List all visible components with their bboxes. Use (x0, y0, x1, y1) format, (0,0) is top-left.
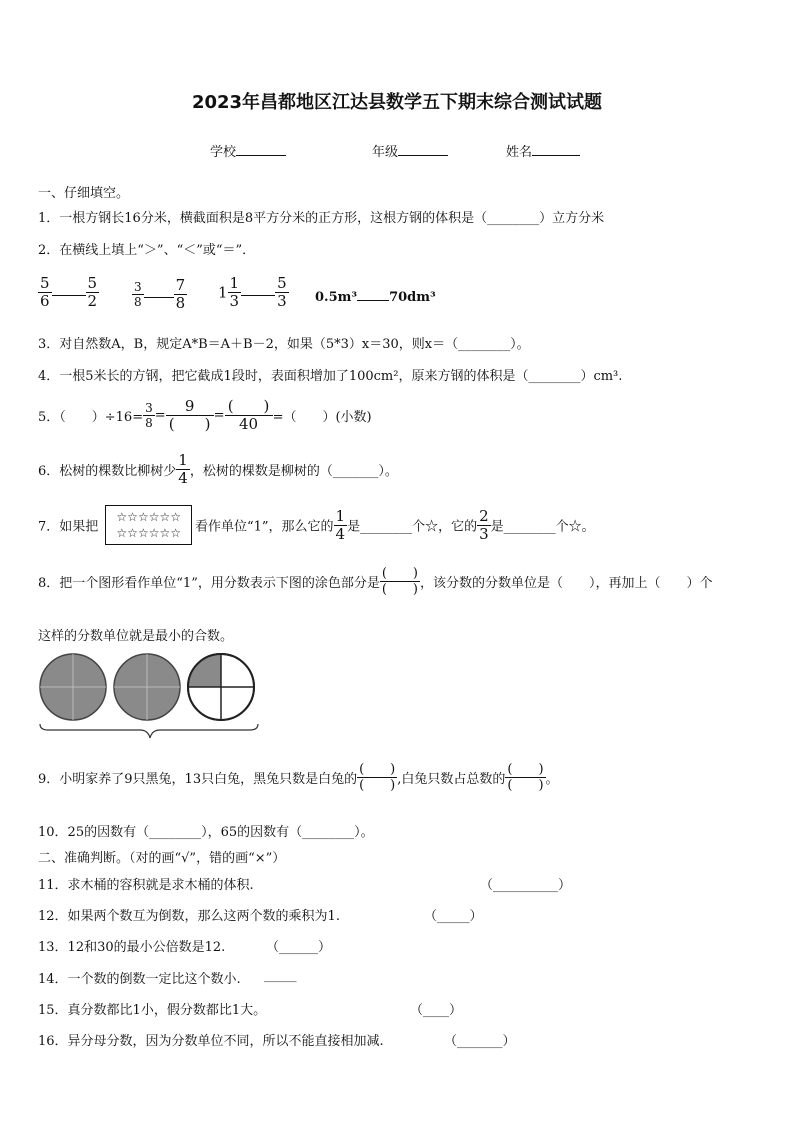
fraction: $\frac{( )}{( )}$ (359, 762, 396, 793)
compare-blank[interactable] (144, 284, 174, 298)
circles-diagram (36, 652, 266, 747)
fraction: $\frac{5}{2}$ (87, 274, 98, 310)
name-field (506, 141, 580, 160)
judge-14-blank[interactable]: _____ (264, 968, 297, 983)
name-label: 姓名 (506, 145, 533, 160)
circle-3 (188, 654, 254, 720)
fraction: $\frac{( )}{( )}$ (507, 762, 544, 793)
question-5: 5．（ ）÷16= $\frac{3}{8}$ = $\frac{9}{( )}$ = $\frac{( )}{40}$ =（ ）(小数) (38, 397, 372, 433)
fraction: $\frac{5}{3}$ (277, 274, 287, 310)
judge-12-text: 12．如果两个数互为倒数，那么这两个数的乘积为1. (38, 909, 340, 924)
section-1-heading: 一、仔细填空。 (38, 186, 130, 201)
judge-13-text: 13．12和30的最小公倍数是12. (38, 940, 226, 955)
brace (40, 724, 258, 738)
fraction: $\frac{1}{4}$ (178, 451, 188, 487)
fraction: $\frac{( )}{( )}$ (381, 566, 418, 597)
fraction: $\frac{( )}{40}$ (225, 398, 273, 433)
name-blank[interactable] (532, 142, 580, 156)
question-7: 7．如果把 ☆☆☆☆☆☆ ☆☆☆☆☆☆ 看作单位“1”，那么它的 $\frac{1}{4}$ 是________个☆，它的 $\frac{2}{3}$ 是________个☆。 (38, 505, 595, 545)
compare-blank[interactable] (357, 287, 389, 301)
circle-2 (114, 654, 180, 720)
judge-11-blank[interactable]: （__________） (480, 878, 572, 893)
question-8-line-2: 这样的分数单位就是最小的合数。 (38, 629, 234, 644)
fraction: $\frac{9}{( )}$ (166, 398, 214, 433)
page-title: 2023年昌都地区江达县数学五下期末综合测试试题 (191, 92, 603, 113)
judge-13-blank[interactable]: （______） (266, 940, 332, 955)
q2-item-a (38, 275, 99, 310)
judge-16-blank[interactable]: （_______） (444, 1034, 516, 1049)
q2-item-d: 0.5m³ 70dm³ (315, 287, 436, 305)
judge-16-text: 16．异分母分数，因为分数单位不同，所以不能直接相加减. (38, 1034, 384, 1049)
grade-blank[interactable] (398, 142, 448, 156)
question-1: 1．一根方钢长16分米，横截面积是8平方分米的正方形，这根方钢的体积是（________）立方分米 (38, 211, 605, 226)
stars-box: ☆☆☆☆☆☆ ☆☆☆☆☆☆ (105, 505, 192, 545)
fraction: $\frac{7}{8}$ (175, 276, 186, 312)
school-blank[interactable] (236, 142, 286, 156)
question-10: 10．25的因数有（________），65的因数有（________）。 (38, 825, 374, 840)
fraction: $\frac{5}{6}$ (40, 274, 50, 310)
fraction: $\frac{2}{3}$ (479, 506, 489, 543)
school-field (210, 141, 286, 160)
q2-item-c: 1 $\frac{1}{3}$ $\frac{5}{3}$ (218, 274, 287, 310)
section-2-heading: 二、准确判断。（对的画“√”，错的画“×”） (38, 851, 286, 866)
judge-15-text: 15．真分数都比1小，假分数都比1大。 (38, 1003, 267, 1018)
question-8: 8．把一个图形看作单位“1”，用分数表示下图的涂色部分是 $\frac{( )}{( )}$ ，该分数的分数单位是（ ），再加上（ ）个 (38, 566, 713, 597)
fraction: $\frac{3}{8}$ (134, 280, 142, 309)
grade-label: 年级 (372, 145, 399, 160)
question-9: 9．小明家养了9只黑兔，13只白兔，黑兔只数是白兔的 $\frac{( )}{( )}$ ,白兔只数占总数的 $\frac{( )}{( )}$ 。 (38, 762, 559, 793)
question-6: 6．松树的棵数比柳树少 $\frac{1}{4}$ ，松树的棵数是柳树的（_______）。 (38, 451, 398, 487)
fraction: $\frac{3}{8}$ (145, 401, 153, 430)
q2-item-b (132, 277, 187, 312)
school-label: 学校 (210, 145, 237, 160)
grade-field (372, 141, 448, 160)
judge-15-blank[interactable]: （____） (410, 1003, 463, 1018)
judge-14-text: 14．一个数的倒数一定比这个数小. (38, 972, 241, 987)
fraction: $\frac{1}{3}$ (229, 274, 240, 310)
compare-blank[interactable] (52, 282, 86, 296)
judge-11-text: 11．求木桶的容积就是求木桶的体积. (38, 878, 254, 893)
fraction: $\frac{1}{4}$ (335, 506, 346, 543)
question-3: 3．对自然数A，B，规定A*B＝A＋B－2，如果（5*3）x＝30，则x＝（________）。 (38, 337, 530, 352)
circle-1 (40, 654, 106, 720)
question-4: 4．一根5米长的方钢，把它截成1段时，表面积增加了100cm²，原来方钢的体积是（________）cm³. (38, 369, 623, 384)
compare-blank[interactable] (241, 282, 275, 296)
judge-12-blank[interactable]: （_____） (424, 909, 483, 924)
question-2: 2．在横线上填上“＞”、“＜”或“＝”． (38, 243, 256, 258)
